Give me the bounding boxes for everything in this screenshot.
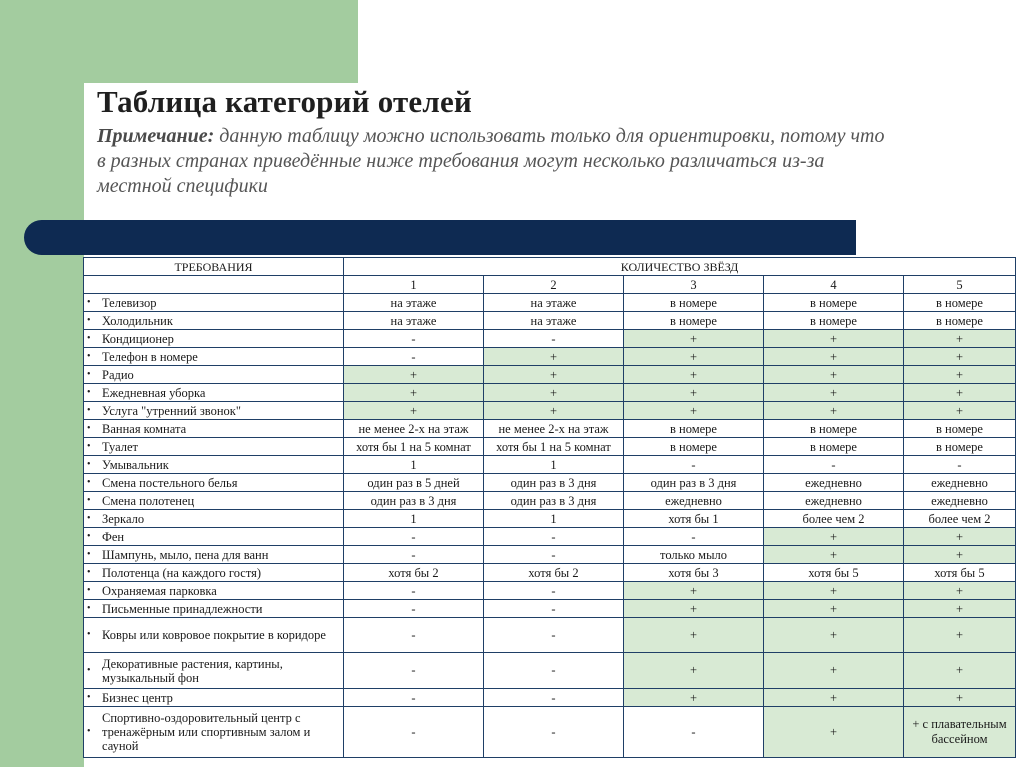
value-cell: на этаже (344, 312, 484, 330)
value-cell: более чем 2 (904, 510, 1016, 528)
requirement-text: Радио (102, 367, 134, 382)
table-row (84, 438, 1016, 456)
requirement-label (87, 368, 343, 382)
table-row (84, 510, 1016, 528)
value-cell: в номере (904, 420, 1016, 438)
requirement-text: Спортивно-оздоровительный центр с тренажёрным или спортивным залом и сауной (102, 711, 311, 753)
value-cell: - (484, 528, 624, 546)
value-cell: + (624, 330, 764, 348)
requirement-text: Телевизор (102, 295, 157, 310)
table-row (84, 528, 1016, 546)
value-cell: + (904, 384, 1016, 402)
value-cell: - (484, 689, 624, 707)
value-cell: более чем 2 (764, 510, 904, 528)
requirement-cell (84, 564, 344, 582)
green-decor-top (0, 0, 358, 83)
table-row (84, 294, 1016, 312)
bullet-icon: • (87, 422, 91, 434)
bullet-icon: • (87, 602, 91, 614)
table-row (84, 312, 1016, 330)
value-cell: + (344, 366, 484, 384)
value-cell: - (484, 707, 624, 758)
value-cell: ежедневно (764, 492, 904, 510)
value-cell: + (624, 653, 764, 689)
requirement-text: Туалет (102, 439, 139, 454)
value-cell: хотя бы 5 (904, 564, 1016, 582)
value-cell: в номере (764, 312, 904, 330)
bullet-icon: • (87, 664, 91, 676)
value-cell: + (904, 653, 1016, 689)
value-cell: в номере (764, 294, 904, 312)
requirement-cell (84, 689, 344, 707)
table-row (84, 456, 1016, 474)
table-row (84, 402, 1016, 420)
requirement-text: Услуга "утренний звонок" (102, 403, 241, 418)
value-cell: 1 (344, 456, 484, 474)
requirement-text: Холодильник (102, 313, 173, 328)
bullet-icon: • (87, 494, 91, 506)
requirement-label (87, 628, 343, 642)
table-row (84, 653, 1016, 689)
header-requirements: ТРЕБОВАНИЯ (84, 258, 344, 276)
value-cell: - (484, 600, 624, 618)
value-cell: - (344, 653, 484, 689)
value-cell: в номере (624, 438, 764, 456)
value-cell: + (764, 582, 904, 600)
value-cell: - (344, 528, 484, 546)
green-decor-left (0, 83, 84, 767)
requirement-label (87, 494, 343, 508)
value-cell: хотя бы 2 (484, 564, 624, 582)
value-cell: + (764, 600, 904, 618)
table-row (84, 348, 1016, 366)
requirement-cell (84, 402, 344, 420)
value-cell: - (904, 456, 1016, 474)
bullet-icon: • (87, 476, 91, 488)
note-label: Примечание: (97, 125, 215, 147)
value-cell: не менее 2-х на этаж (484, 420, 624, 438)
requirement-label (87, 332, 343, 346)
value-cell: - (344, 707, 484, 758)
requirement-cell (84, 366, 344, 384)
value-cell: + (764, 348, 904, 366)
requirement-cell (84, 330, 344, 348)
value-cell: + (624, 600, 764, 618)
value-cell: + (904, 582, 1016, 600)
header-stars: КОЛИЧЕСТВО ЗВЁЗД (344, 258, 1016, 276)
value-cell: + (344, 384, 484, 402)
table-row (84, 564, 1016, 582)
value-cell: один раз в 3 дня (624, 474, 764, 492)
value-cell: один раз в 3 дня (484, 474, 624, 492)
value-cell: не менее 2-х на этаж (344, 420, 484, 438)
value-cell: - (344, 330, 484, 348)
value-cell: + (904, 689, 1016, 707)
value-cell: - (764, 456, 904, 474)
value-cell: + (904, 348, 1016, 366)
requirement-label (87, 404, 343, 418)
requirement-cell (84, 348, 344, 366)
requirement-label (87, 350, 343, 364)
requirement-text: Фен (102, 529, 125, 544)
value-cell: хотя бы 1 на 5 комнат (344, 438, 484, 456)
value-cell: + (624, 384, 764, 402)
requirement-label (87, 566, 343, 580)
requirement-cell (84, 456, 344, 474)
star-col-4: 4 (764, 276, 904, 294)
value-cell: в номере (624, 312, 764, 330)
bullet-icon: • (87, 404, 91, 416)
value-cell: - (344, 546, 484, 564)
value-cell: хотя бы 2 (344, 564, 484, 582)
bullet-icon: • (87, 512, 91, 524)
requirement-text: Письменные принадлежности (102, 601, 263, 616)
bullet-icon: • (87, 296, 91, 308)
table-row (84, 420, 1016, 438)
hotel-categories-table (83, 257, 1016, 758)
bullet-icon: • (87, 548, 91, 560)
requirement-cell (84, 546, 344, 564)
table-row (84, 689, 1016, 707)
note (97, 124, 897, 199)
table-row (84, 600, 1016, 618)
bullet-icon: • (87, 530, 91, 542)
value-cell: + (624, 402, 764, 420)
value-cell: + (764, 528, 904, 546)
requirement-text: Зеркало (102, 511, 145, 526)
value-cell: в номере (624, 420, 764, 438)
value-cell: + (904, 330, 1016, 348)
bullet-icon: • (87, 368, 91, 380)
value-cell: - (484, 582, 624, 600)
value-cell: + (904, 528, 1016, 546)
value-cell: - (344, 600, 484, 618)
value-cell: + (344, 402, 484, 420)
value-cell: - (624, 707, 764, 758)
bullet-icon: • (87, 332, 91, 344)
value-cell: - (344, 582, 484, 600)
bullet-icon: • (87, 314, 91, 326)
value-cell: + (484, 384, 624, 402)
value-cell: в номере (764, 420, 904, 438)
value-cell: + (484, 348, 624, 366)
value-cell: хотя бы 1 на 5 комнат (484, 438, 624, 456)
requirement-cell (84, 528, 344, 546)
value-cell: ежедневно (904, 492, 1016, 510)
value-cell: один раз в 3 дня (484, 492, 624, 510)
value-cell: только мыло (624, 546, 764, 564)
value-cell: - (344, 689, 484, 707)
value-cell: + (764, 402, 904, 420)
table-row (84, 492, 1016, 510)
requirement-label (87, 711, 343, 753)
bullet-icon: • (87, 386, 91, 398)
value-cell: + (764, 618, 904, 653)
value-cell: + (764, 330, 904, 348)
value-cell: в номере (624, 294, 764, 312)
bullet-icon: • (87, 691, 91, 703)
requirement-cell (84, 438, 344, 456)
requirement-label (87, 476, 343, 490)
requirement-cell (84, 492, 344, 510)
requirement-text: Ежедневная уборка (102, 385, 206, 400)
requirement-label (87, 602, 343, 616)
value-cell: хотя бы 5 (764, 564, 904, 582)
requirement-label (87, 657, 343, 685)
value-cell: ежедневно (624, 492, 764, 510)
white-decor (358, 0, 1024, 4)
value-cell: + (764, 689, 904, 707)
bullet-icon: • (87, 726, 91, 737)
value-cell: + (904, 366, 1016, 384)
requirement-label (87, 422, 343, 436)
requirement-text: Ванная комната (102, 421, 187, 436)
table-row (84, 582, 1016, 600)
requirement-text: Ковры или ковровое покрытие в коридоре (102, 628, 326, 642)
requirement-cell (84, 474, 344, 492)
bullet-icon: • (87, 566, 91, 578)
value-cell: 1 (484, 510, 624, 528)
value-cell: - (344, 618, 484, 653)
value-cell: + (904, 546, 1016, 564)
table-row (84, 474, 1016, 492)
value-cell: + (764, 653, 904, 689)
navy-banner (24, 220, 856, 255)
requirement-label (87, 548, 343, 562)
requirement-text: Полотенца (на каждого гостя) (102, 565, 262, 580)
requirement-cell (84, 618, 344, 653)
bullet-icon: • (87, 350, 91, 362)
requirement-cell (84, 653, 344, 689)
hotel-table-wrapper (83, 257, 1016, 758)
table-row (84, 366, 1016, 384)
requirement-label (87, 691, 343, 705)
value-cell: - (484, 618, 624, 653)
requirement-text: Смена полотенец (102, 493, 195, 508)
value-cell: - (344, 348, 484, 366)
value-cell: в номере (764, 438, 904, 456)
requirement-label (87, 296, 343, 310)
value-cell: + (764, 546, 904, 564)
requirement-label (87, 458, 343, 472)
bullet-icon: • (87, 458, 91, 470)
value-cell: один раз в 3 дня (344, 492, 484, 510)
value-cell: + (764, 384, 904, 402)
requirement-cell (84, 510, 344, 528)
requirement-cell (84, 582, 344, 600)
table-row (84, 384, 1016, 402)
star-col-5: 5 (904, 276, 1016, 294)
bullet-icon: • (87, 584, 91, 596)
requirement-cell (84, 707, 344, 758)
value-cell: + (484, 366, 624, 384)
requirement-label (87, 314, 343, 328)
value-cell: 1 (344, 510, 484, 528)
value-cell: хотя бы 3 (624, 564, 764, 582)
requirement-label (87, 584, 343, 598)
value-cell: + (904, 600, 1016, 618)
value-cell: + (624, 582, 764, 600)
value-cell: - (484, 330, 624, 348)
requirement-text: Умывальник (102, 457, 169, 472)
value-cell: ежедневно (764, 474, 904, 492)
note-text: данную таблицу можно использовать только для ориентировки, потому что в разных странах приведённые ниже требования могут несколько различаться из-за местной специфики (97, 125, 885, 197)
table-row (84, 618, 1016, 653)
requirement-label (87, 386, 343, 400)
value-cell: + (904, 618, 1016, 653)
table-row (84, 546, 1016, 564)
header-row (84, 258, 1016, 276)
value-cell: - (624, 528, 764, 546)
requirement-text: Охраняемая парковка (102, 583, 217, 598)
table-row (84, 330, 1016, 348)
star-col-1: 1 (344, 276, 484, 294)
value-cell: на этаже (484, 312, 624, 330)
star-col-3: 3 (624, 276, 764, 294)
page-title: Таблица категорий отелей (97, 84, 472, 119)
value-cell: + (624, 366, 764, 384)
value-cell: на этаже (484, 294, 624, 312)
value-cell: + (624, 348, 764, 366)
value-cell: - (484, 546, 624, 564)
requirement-cell (84, 384, 344, 402)
bullet-icon: • (87, 440, 91, 452)
requirement-label (87, 440, 343, 454)
value-cell: + с плавательным бассейном (904, 707, 1016, 758)
star-numbers-row (84, 276, 1016, 294)
requirement-text: Кондиционер (102, 331, 174, 346)
requirement-text: Шампунь, мыло, пена для ванн (102, 547, 269, 562)
header-empty-cell (84, 276, 344, 294)
value-cell: + (764, 366, 904, 384)
value-cell: + (484, 402, 624, 420)
requirement-cell (84, 600, 344, 618)
requirement-text: Бизнес центр (102, 690, 173, 705)
bullet-icon: • (87, 629, 91, 640)
value-cell: + (624, 689, 764, 707)
table-row (84, 707, 1016, 758)
value-cell: один раз в 5 дней (344, 474, 484, 492)
value-cell: ежедневно (904, 474, 1016, 492)
value-cell: - (484, 653, 624, 689)
value-cell: хотя бы 1 (624, 510, 764, 528)
value-cell: - (624, 456, 764, 474)
requirement-label (87, 512, 343, 526)
requirement-cell (84, 294, 344, 312)
requirement-label (87, 530, 343, 544)
value-cell: в номере (904, 438, 1016, 456)
requirement-cell (84, 312, 344, 330)
value-cell: + (904, 402, 1016, 420)
requirement-text: Телефон в номере (102, 349, 198, 364)
value-cell: 1 (484, 456, 624, 474)
requirement-cell (84, 420, 344, 438)
value-cell: + (764, 707, 904, 758)
value-cell: + (624, 618, 764, 653)
value-cell: на этаже (344, 294, 484, 312)
value-cell: в номере (904, 294, 1016, 312)
star-col-2: 2 (484, 276, 624, 294)
value-cell: в номере (904, 312, 1016, 330)
requirement-text: Смена постельного белья (102, 475, 238, 490)
requirement-text: Декоративные растения, картины, музыкальный фон (102, 656, 283, 685)
